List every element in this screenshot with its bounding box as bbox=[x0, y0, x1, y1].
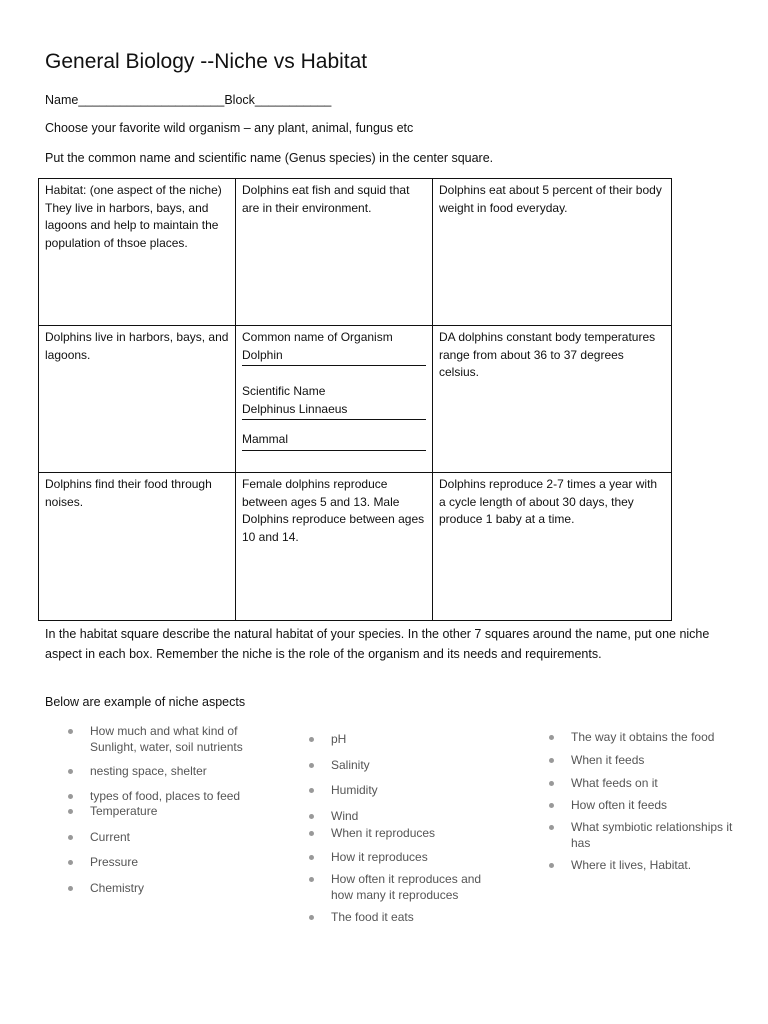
instructions-paragraph: In the habitat square describe the natural habitat of your species. In the other 7 squares around the name, put one niche aspect in each box. Remember the niche is the role of the organism and its needs and requirements. bbox=[45, 627, 710, 661]
bullet-icon bbox=[549, 825, 554, 830]
list-item: Wind bbox=[309, 809, 504, 825]
common-name-value: Dolphin bbox=[242, 347, 283, 362]
list-item: Salinity bbox=[309, 758, 504, 774]
bullet-icon bbox=[549, 758, 554, 763]
niche-cell-top-middle: Dolphins eat fish and squid that are in their environment. bbox=[236, 179, 433, 326]
list-item: What symbiotic relationships it has bbox=[549, 820, 739, 851]
name-block-line: Name_____________________Block___________ bbox=[45, 93, 332, 107]
page-title: General Biology --Niche vs Habitat bbox=[45, 50, 368, 73]
instruction-1: Choose your favorite wild organism – any plant, animal, fungus etc bbox=[45, 121, 414, 135]
list-item: Pressure bbox=[68, 855, 258, 871]
examples-list-3 bbox=[549, 730, 739, 874]
bullet-icon bbox=[309, 915, 314, 920]
list-item: How often it feeds bbox=[549, 798, 739, 814]
list-item: How often it reproduces and how many it reproduces bbox=[309, 872, 504, 903]
bullet-icon bbox=[309, 763, 314, 768]
list-item: Temperature bbox=[68, 804, 258, 820]
niche-grid bbox=[38, 178, 672, 621]
list-item: The food it eats bbox=[309, 910, 504, 926]
bullet-icon bbox=[309, 831, 314, 836]
bullet-icon bbox=[549, 803, 554, 808]
bullet-icon bbox=[68, 835, 73, 840]
bullet-icon bbox=[68, 886, 73, 891]
instruction-2: Put the common name and scientific name (Genus species) in the center square. bbox=[45, 151, 494, 165]
bullet-icon bbox=[68, 794, 73, 799]
class-rule bbox=[242, 450, 426, 451]
habitat-cell: Habitat: (one aspect of the niche) They live in harbors, bays, and lagoons and help to maintain the population of thsoe places. bbox=[39, 179, 236, 326]
list-item: Humidity bbox=[309, 783, 504, 799]
bullet-icon bbox=[309, 877, 314, 882]
list-item: How it reproduces bbox=[309, 850, 504, 866]
bullet-icon bbox=[309, 855, 314, 860]
list-item: When it feeds bbox=[549, 753, 739, 769]
niche-cell-bottom-right: Dolphins reproduce 2-7 times a year with a cycle length of about 30 days, they produce 1 baby at a time. bbox=[439, 477, 658, 526]
scientific-name-value: Delphinus Linnaeus bbox=[242, 401, 348, 416]
bullet-icon bbox=[68, 729, 73, 734]
bullet-icon bbox=[549, 735, 554, 740]
niche-cell-bottom-middle: Female dolphins reproduce between ages 5 and 13. Male Dolphins reproduce between ages 10 and 14. bbox=[236, 473, 433, 620]
list-item: What feeds on it bbox=[549, 776, 739, 792]
bullet-icon bbox=[309, 788, 314, 793]
list-item: types of food, places to feed bbox=[68, 789, 258, 805]
bullet-icon bbox=[549, 781, 554, 786]
examples-heading: Below are example of niche aspects bbox=[45, 695, 246, 709]
class-value: Mammal bbox=[242, 432, 289, 446]
niche-cell-middle-right: DA dolphins constant body temperatures range from about 36 to 37 degrees celsius. bbox=[433, 326, 671, 473]
niche-cell-bottom-left: Dolphins find their food through noises. bbox=[39, 473, 236, 620]
niche-cell-middle-left: Dolphins live in harbors, bays, and lagoons. bbox=[39, 326, 236, 473]
list-item: nesting space, shelter bbox=[68, 764, 258, 780]
examples-list-1 bbox=[68, 724, 258, 896]
niche-cell-top-right: Dolphins eat about 5 percent of their body weight in food everyday. bbox=[433, 179, 671, 326]
list-item: Current bbox=[68, 830, 258, 846]
bullet-icon bbox=[68, 809, 73, 814]
list-item: pH bbox=[309, 732, 504, 748]
scientific-name-label: Scientific Name bbox=[242, 384, 326, 398]
list-item: Where it lives, Habitat. bbox=[549, 858, 739, 874]
common-name-label: Common name of Organism bbox=[242, 330, 393, 344]
bullet-icon bbox=[68, 860, 73, 865]
list-item: Chemistry bbox=[68, 881, 258, 897]
bullet-icon bbox=[309, 814, 314, 819]
list-item: How much and what kind of Sunlight, water, soil nutrients bbox=[68, 724, 258, 755]
organism-center-cell bbox=[236, 326, 433, 473]
list-item: When it reproduces bbox=[309, 826, 504, 842]
bullet-icon bbox=[309, 737, 314, 742]
bullet-icon bbox=[68, 769, 73, 774]
examples-list-2 bbox=[309, 732, 504, 926]
bullet-icon bbox=[549, 863, 554, 868]
list-item: The way it obtains the food bbox=[549, 730, 739, 746]
